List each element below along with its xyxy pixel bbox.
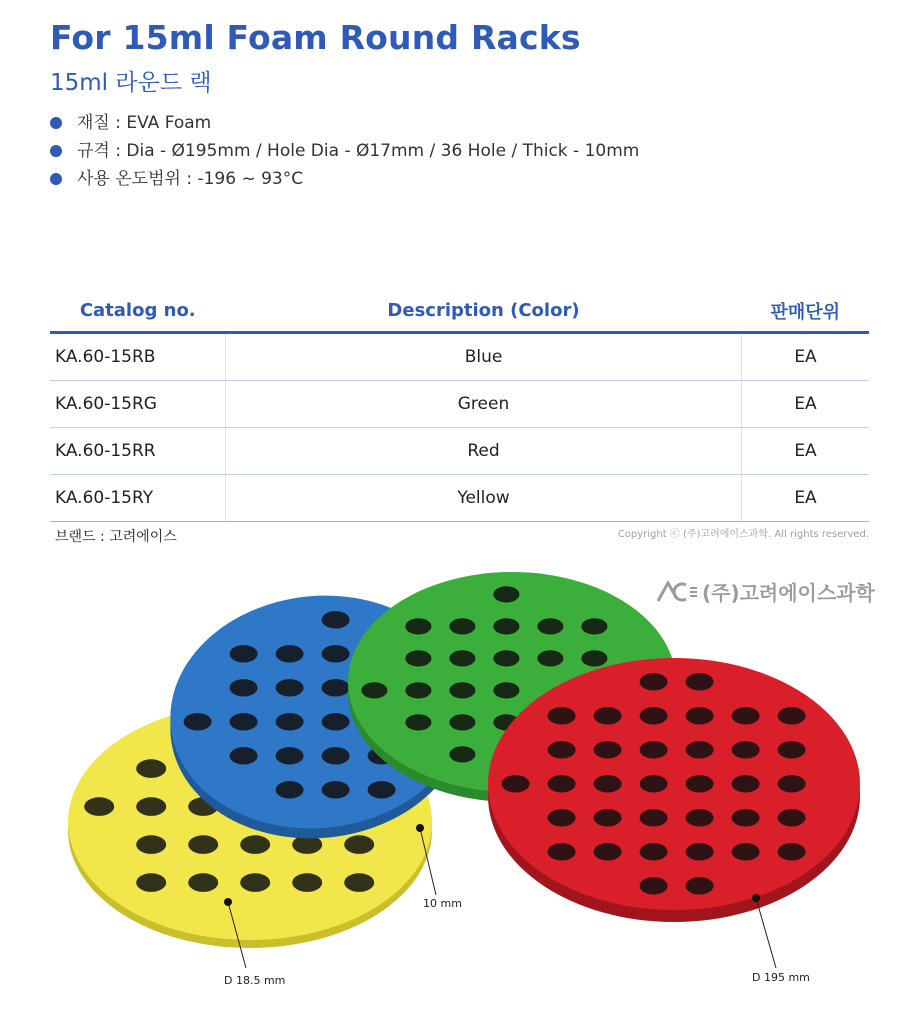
thickness-marker — [416, 824, 424, 832]
rack-hole — [405, 682, 431, 698]
column-header-catalog: Catalog no. — [50, 290, 226, 333]
rack-hole — [778, 775, 806, 792]
rack-hole — [188, 873, 218, 892]
unit-cell: EA — [742, 475, 870, 522]
rack-hole — [581, 650, 607, 666]
rack-hole — [449, 650, 475, 666]
rack-hole — [276, 713, 304, 730]
rack-hole — [778, 741, 806, 758]
rack-hole — [640, 843, 668, 860]
hole-marker — [224, 898, 232, 906]
rack-hole — [548, 843, 576, 860]
rack-hole — [230, 747, 258, 764]
rack-hole — [361, 682, 387, 698]
rack-hole — [640, 809, 668, 826]
bullet-icon — [50, 145, 62, 157]
rack-hole — [344, 835, 374, 854]
rack-hole — [686, 843, 714, 860]
catalog-cell: KA.60-15RY — [50, 475, 226, 522]
spec-list — [50, 112, 639, 196]
rack-hole — [449, 618, 475, 634]
rack-hole — [184, 713, 212, 730]
rack-hole — [640, 741, 668, 758]
rack-hole — [276, 645, 304, 662]
unit-cell: EA — [742, 333, 870, 381]
column-header-description: Description (Color) — [226, 290, 742, 333]
red-rack — [488, 658, 860, 922]
rack-hole — [686, 877, 714, 894]
bullet-icon — [50, 117, 62, 129]
rack-hole — [292, 873, 322, 892]
brand-label: 브랜드 : 고려에이스 — [55, 529, 177, 545]
rack-hole — [493, 618, 519, 634]
catalog-cell: KA.60-15RG — [50, 381, 226, 428]
rack-hole — [405, 618, 431, 634]
rack-hole — [732, 843, 760, 860]
rack-hole — [778, 809, 806, 826]
rack-hole — [732, 707, 760, 724]
rack-hole — [322, 713, 350, 730]
spec-text: 사용 온도범위 : -196 ~ 93°C — [77, 169, 304, 189]
rack-hole — [732, 809, 760, 826]
rack-hole — [368, 781, 396, 798]
company-logo — [656, 577, 875, 606]
rack-hole — [686, 775, 714, 792]
rack-hole — [594, 809, 622, 826]
rack-hole — [322, 679, 350, 696]
rack-marker — [752, 894, 760, 902]
rack-hole — [548, 775, 576, 792]
spec-item-temperature — [50, 168, 639, 196]
catalog-cell: KA.60-15RB — [50, 333, 226, 381]
rack-hole — [686, 707, 714, 724]
rack-hole — [493, 682, 519, 698]
rack-hole — [581, 618, 607, 634]
rack-dia-label: D 195 mm — [752, 971, 810, 984]
rack-hole — [405, 650, 431, 666]
ace-logo-icon — [656, 579, 698, 605]
rack-hole — [230, 713, 258, 730]
column-header-unit: 판매단위 — [742, 290, 870, 333]
rack-hole — [405, 714, 431, 730]
rack-hole — [136, 873, 166, 892]
rack-hole — [502, 775, 530, 792]
rack-hole — [240, 873, 270, 892]
table-row — [50, 381, 869, 428]
rack-hole — [548, 809, 576, 826]
rack-hole — [640, 707, 668, 724]
spec-text: 규격 : Dia - Ø195mm / Hole Dia - Ø17mm / 36 Hole / Thick - 10mm — [77, 141, 640, 161]
spec-item-dimensions — [50, 140, 639, 168]
description-cell: Yellow — [226, 475, 742, 522]
rack-hole — [493, 650, 519, 666]
rack-hole — [449, 746, 475, 762]
rack-hole — [136, 759, 166, 778]
rack-hole — [594, 775, 622, 792]
rack-hole — [322, 781, 350, 798]
rack-hole — [276, 781, 304, 798]
spec-item-material — [50, 112, 639, 140]
bullet-icon — [50, 173, 62, 185]
rack-hole — [778, 707, 806, 724]
rack-hole — [548, 707, 576, 724]
page-title: For 15ml Foam Round Racks — [50, 18, 581, 57]
rack-hole — [493, 586, 519, 602]
rack-hole — [322, 747, 350, 764]
thickness-label: 10 mm — [423, 897, 462, 910]
rack-hole — [276, 747, 304, 764]
rack-hole — [449, 714, 475, 730]
catalog-cell: KA.60-15RR — [50, 428, 226, 475]
rack-hole — [640, 673, 668, 690]
description-cell: Red — [226, 428, 742, 475]
rack-hole — [276, 679, 304, 696]
rack-hole — [230, 645, 258, 662]
rack-hole — [548, 741, 576, 758]
rack-hole — [594, 707, 622, 724]
product-photo — [0, 560, 918, 1020]
rack-hole — [686, 809, 714, 826]
rack-hole — [732, 741, 760, 758]
description-cell: Blue — [226, 333, 742, 381]
rack-hole — [594, 843, 622, 860]
rack-hole — [322, 645, 350, 662]
rack-hole — [188, 835, 218, 854]
hole-dia-label: D 18.5 mm — [224, 974, 286, 987]
rack-hole — [230, 679, 258, 696]
unit-cell: EA — [742, 381, 870, 428]
rack-hole — [686, 673, 714, 690]
rack-leader-line — [756, 898, 776, 968]
table-row — [50, 428, 869, 475]
description-cell: Green — [226, 381, 742, 428]
spec-text: 재질 : EVA Foam — [77, 113, 212, 133]
rack-hole — [136, 835, 166, 854]
rack-hole — [322, 611, 350, 628]
rack-hole — [732, 775, 760, 792]
rack-hole — [537, 618, 563, 634]
logo-text: (주)고려에이스과학 — [702, 581, 875, 605]
rack-hole — [240, 835, 270, 854]
rack-hole — [537, 650, 563, 666]
rack-hole — [778, 843, 806, 860]
table-row — [50, 475, 869, 522]
rack-hole — [640, 877, 668, 894]
rack-hole — [449, 682, 475, 698]
rack-hole — [344, 873, 374, 892]
page-subtitle: 15ml 라운드 랙 — [50, 70, 212, 96]
rack-hole — [594, 741, 622, 758]
unit-cell: EA — [742, 428, 870, 475]
catalog-table — [50, 290, 869, 522]
rack-hole — [84, 797, 114, 816]
table-row — [50, 333, 869, 381]
rack-hole — [136, 797, 166, 816]
copyright-notice: Copyright ⓒ (주)고려에이스과학. All rights reserved. — [617, 529, 869, 540]
rack-hole — [686, 741, 714, 758]
table-header-row — [50, 290, 869, 333]
rack-hole — [640, 775, 668, 792]
